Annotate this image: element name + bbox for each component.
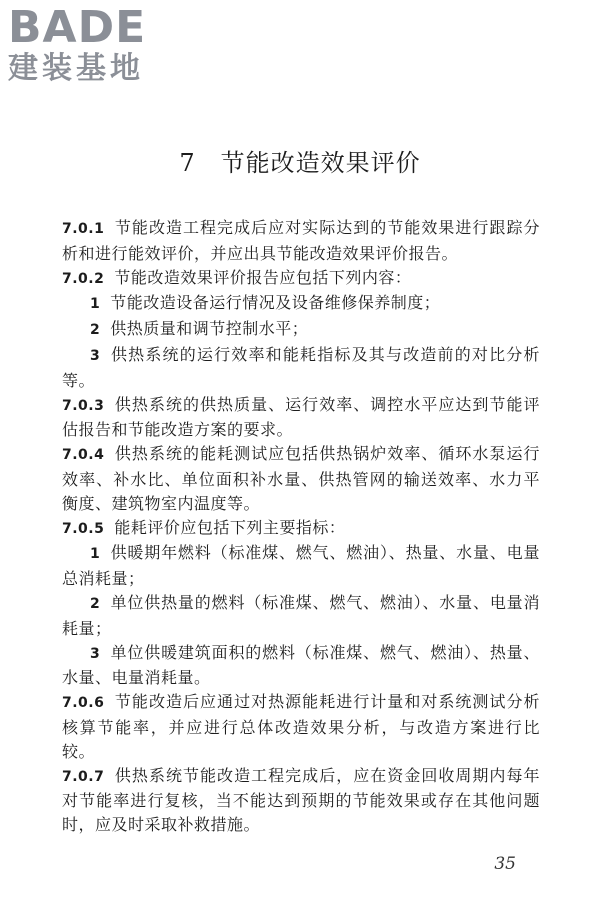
list-item: [62, 343, 540, 393]
clause-text: 节能改造效果评价报告应包括下列内容：: [114, 267, 412, 287]
clause-7-0-4: [62, 442, 540, 515]
item-number: 3: [90, 347, 101, 364]
clause-text: 能耗评价应包括下列主要指标：: [114, 517, 346, 537]
chapter-body: [62, 216, 540, 837]
item-text: 供热系统的运行效率和能耗指标及其与改造前的对比分析等。: [62, 344, 540, 390]
item-text: 单位供热量的燃料（标准煤、燃气、燃油）、水量、电量消耗量；: [62, 592, 540, 638]
item-text: 供热质量和调节控制水平；: [110, 319, 309, 339]
clause-number: 7.0.2: [62, 270, 105, 287]
logo-text-top: BADE: [8, 2, 147, 53]
item-number: 1: [90, 296, 101, 313]
clause-7-0-1: [62, 216, 540, 266]
clause-7-0-5: [62, 516, 540, 542]
item-number: 2: [90, 595, 101, 612]
page-number: 35: [494, 854, 516, 874]
chapter-title: 7 节能改造效果评价: [179, 149, 421, 177]
list-item: [62, 591, 540, 641]
clause-text: 节能改造后应通过对热源能耗进行计量和对系统测试分析核算节能率，并应进行总体改造效果分析，与改造方案进行比较。: [62, 692, 540, 761]
clause-text: 供热系统节能改造工程完成后，应在资金回收周期内每年对节能率进行复核，当不能达到预期的节能效果或存在其他问题时，应及时采取补救措施。: [62, 765, 540, 835]
list-item: [62, 641, 540, 691]
clause-7-0-2: [62, 266, 540, 292]
bade-logo: [8, 4, 178, 86]
clause-7-0-7: [62, 764, 540, 837]
clause-number: 7.0.1: [62, 221, 105, 237]
item-text: 单位供暖建筑面积的燃料（标准煤、燃气、燃油）、热量、水量、电量消耗量。: [62, 642, 540, 688]
clause-number: 7.0.6: [62, 695, 105, 712]
clause-7-0-6: [62, 690, 540, 763]
list-item: [62, 541, 540, 591]
item-number: 3: [90, 645, 101, 662]
list-item: [62, 291, 540, 317]
logo-text-bottom: 建装基地: [8, 51, 144, 86]
clause-text: 节能改造工程完成后应对实际达到的节能效果进行跟踪分析和进行能效评价，并应出具节能改造效果评价报告。: [62, 218, 540, 263]
clause-7-0-3: [62, 393, 540, 443]
clause-number: 7.0.5: [62, 520, 105, 537]
list-item: [62, 317, 540, 343]
clause-number: 7.0.7: [62, 768, 105, 785]
item-number: 2: [90, 322, 101, 339]
clause-text: 供热系统的供热质量、运行效率、调控水平应达到节能评估报告和节能改造方案的要求。: [62, 394, 540, 440]
item-number: 1: [90, 546, 101, 563]
item-text: 供暖期年燃料（标准煤、燃气、燃油）、热量、水量、电量总消耗量；: [62, 543, 540, 589]
clause-number: 7.0.4: [62, 447, 105, 464]
clause-text: 供热系统的能耗测试应包括供热锅炉效率、循环水泵运行效率、补水比、单位面积补水量、供热管网的输送效率、水力平衡度、建筑物室内温度等。: [62, 444, 540, 513]
item-text: 节能改造设备运行情况及设备维修保养制度；: [110, 293, 441, 313]
clause-number: 7.0.3: [62, 397, 105, 414]
